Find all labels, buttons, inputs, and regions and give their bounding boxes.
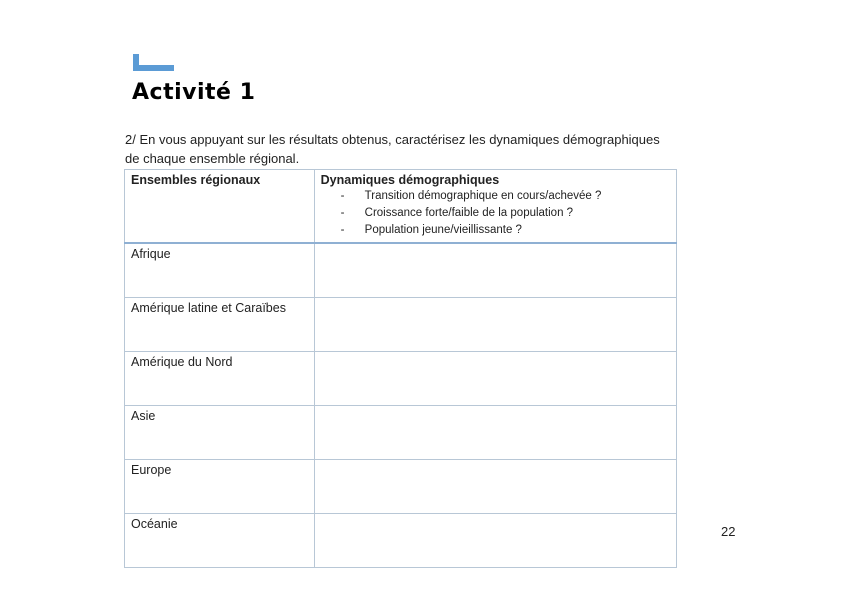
title-accent-bar	[133, 54, 174, 71]
regions-table	[124, 169, 677, 568]
criteria-text: Transition démographique en cours/achevée ?	[364, 190, 602, 202]
answer-cell[interactable]	[314, 405, 676, 459]
criteria-text: Croissance forte/faible de la population ?	[364, 207, 574, 219]
answer-cell[interactable]	[314, 351, 676, 405]
answer-cell[interactable]	[314, 513, 676, 567]
question-line-1: 2/ En vous appuyant sur les résultats obtenus, caractérisez les dynamiques démographiques	[125, 132, 660, 147]
region-cell: Afrique	[125, 243, 315, 297]
page-title: Activité 1	[132, 80, 256, 105]
dash-bullet: -	[340, 207, 345, 219]
criteria-item	[341, 222, 670, 239]
page-number: 22	[721, 524, 736, 539]
region-cell: Europe	[125, 459, 315, 513]
table-row	[125, 351, 677, 405]
dash-bullet: -	[340, 224, 345, 236]
header-regions	[125, 170, 315, 244]
table-row	[125, 513, 677, 567]
question-line-2: de chaque ensemble régional.	[125, 151, 300, 166]
dash-bullet: -	[340, 190, 345, 202]
table-row	[125, 243, 677, 297]
table-row	[125, 297, 677, 351]
region-cell: Asie	[125, 405, 315, 459]
criteria-item	[341, 205, 670, 222]
answer-cell[interactable]	[314, 243, 676, 297]
question-text	[125, 130, 685, 168]
header-regions-label: Ensembles régionaux	[131, 173, 261, 187]
answer-cell[interactable]	[314, 459, 676, 513]
header-dynamics	[314, 170, 676, 244]
criteria-list	[341, 188, 670, 239]
criteria-item	[341, 188, 670, 205]
criteria-text: Population jeune/vieillissante ?	[364, 224, 522, 236]
region-cell: Amérique latine et Caraïbes	[125, 297, 315, 351]
answer-cell[interactable]	[314, 297, 676, 351]
region-cell: Océanie	[125, 513, 315, 567]
region-cell: Amérique du Nord	[125, 351, 315, 405]
header-dynamics-label: Dynamiques démographiques	[320, 173, 500, 187]
table-header-row	[125, 170, 677, 244]
table-row	[125, 459, 677, 513]
table-row	[125, 405, 677, 459]
